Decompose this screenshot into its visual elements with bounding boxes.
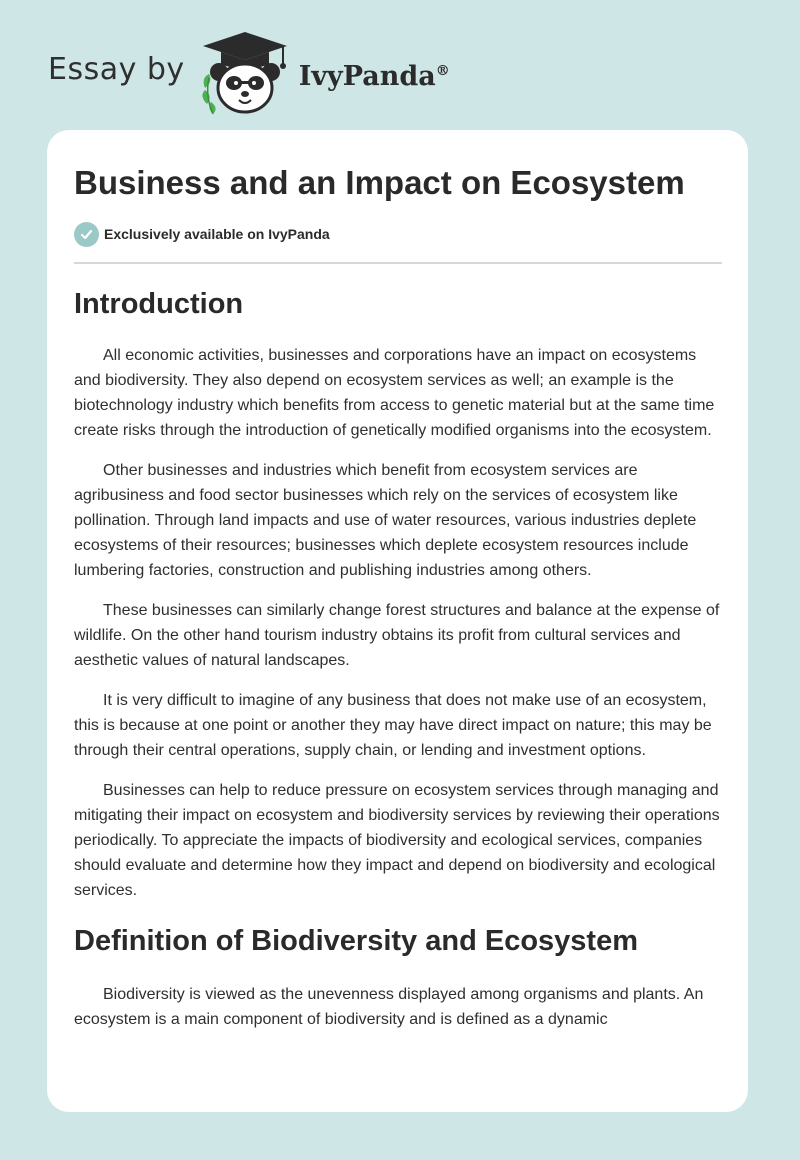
title-divider	[74, 262, 722, 264]
ivypanda-logo-icon[interactable]	[199, 30, 291, 116]
paragraph: Biodiversity is viewed as the unevenness displayed among organisms and plants. An ecosystem is a main component of biodiversity and is defined as a dynamic	[74, 986, 704, 1028]
site-header	[48, 28, 450, 118]
check-circle-icon	[74, 222, 99, 247]
paragraph: Businesses can help to reduce pressure on ecosystem services through managing and mitigating their impact on ecosystem and biodiversity services by reviewing their operations periodically. To appreciate the impacts of biodiversity and ecological services, companies should evaluate and determine how they impact and depend on biodiversity and ecological services.	[74, 782, 720, 899]
paragraph: All economic activities, businesses and corporations have an impact on ecosystems and biodiversity. They also depend on ecosystem services as well; an example is the biotechnology industry which benefits from access to genetic material but at the same time create risks through the introduction of genetically modified organisms into the ecosystem.	[74, 347, 715, 439]
section-heading-definition: Definition of Biodiversity and Ecosystem	[74, 925, 638, 957]
paragraph: Other businesses and industries which benefit from ecosystem services are agribusiness and food sector businesses which rely on the services of ecosystem like pollination. Through land impacts and use of water resources, various industries deplete ecosystems of their resources; businesses which deplete ecosystem resources include lumbering factories, construction and publishing industries among others.	[74, 462, 697, 579]
exclusive-badge	[74, 221, 722, 247]
paragraph: It is very difficult to imagine of any business that does not make use of an ecosystem, this is because at one point or another they may have direct impact on nature; this may be through their central operations, supply chain, or lending and investment options.	[74, 692, 712, 759]
essay-by-label: Essay by	[48, 51, 185, 87]
brand-name[interactable]: IvyPanda®	[298, 60, 450, 92]
essay-title: Business and an Impact on Ecosystem	[74, 164, 685, 201]
paragraph: These businesses can similarly change forest structures and balance at the expense of wildlife. On the other hand tourism industry obtains its profit from cultural services and aesthetic values of natural landscapes.	[74, 602, 720, 669]
exclusive-label: Exclusively available on IvyPanda	[104, 226, 330, 242]
essay-card	[47, 130, 748, 1112]
section-heading-introduction: Introduction	[74, 288, 244, 320]
